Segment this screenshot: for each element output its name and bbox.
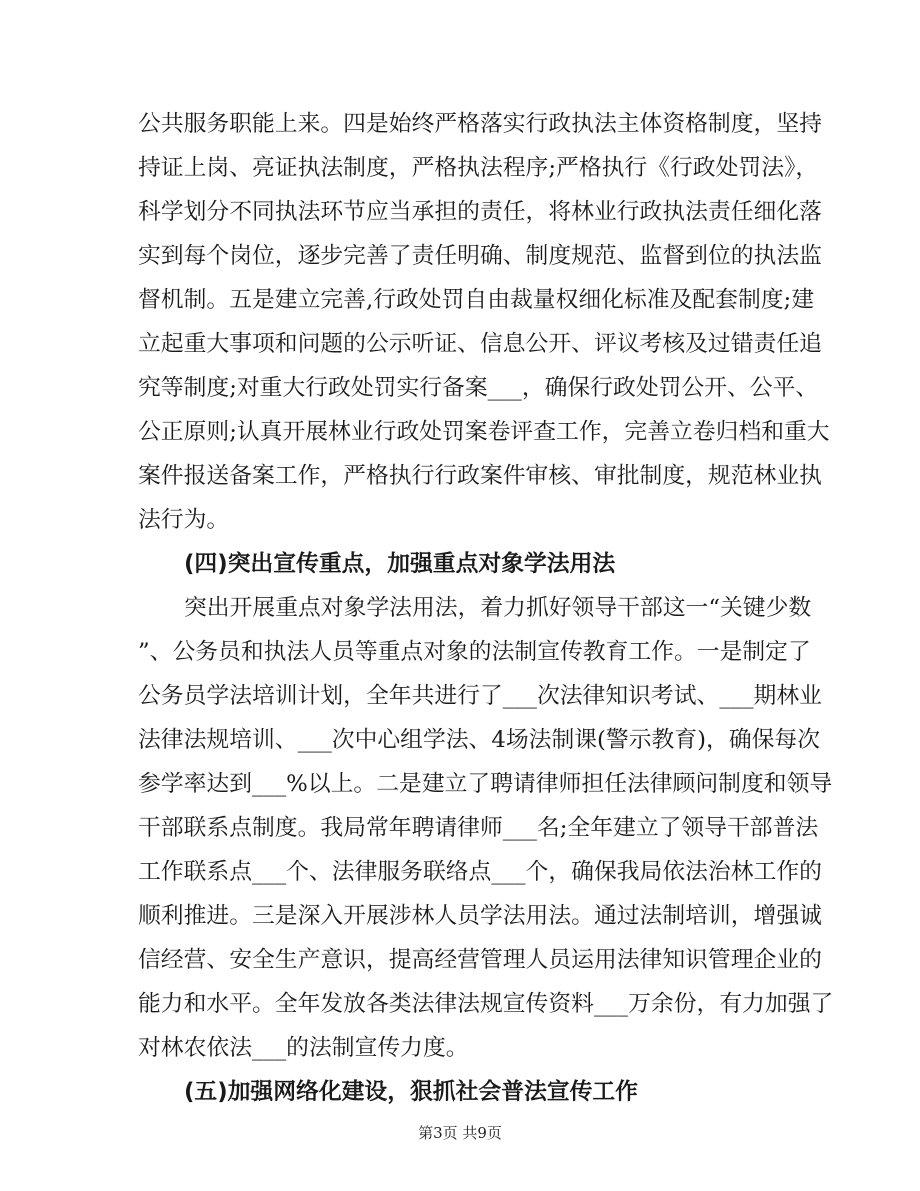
section-heading-5: (五)加强网络化建设，狠抓社会普法宣传工作 (184, 1079, 638, 1105)
page-footer (0, 1122, 920, 1143)
text-line: 公共服务职能上来。四是始终严格落实行政执法主体资格制度，坚持 (138, 111, 822, 137)
text-line: 突出开展重点对象学法用法，着力抓好领导干部这一“关键少数 (184, 595, 812, 621)
text-line: 干部联系点制度。我局常年聘请律师___名;全年建立了领导干部普法 (138, 815, 819, 841)
text-line: 究等制度;对重大行政处罚实行备案___，确保行政处罚公开、公平、 (138, 375, 819, 401)
text-line: 法行为。 (138, 507, 230, 533)
text-line: 工作联系点___个、法律服务联络点___个，确保我局依法治林工作的 (138, 859, 822, 885)
text-line: 案件报送备案工作，严格执行行政案件审核、审批制度，规范林业执 (138, 463, 822, 489)
text-line: 科学划分不同执法环节应当承担的责任，将林业行政执法责任细化落 (138, 199, 822, 225)
text-line: 立起重大事项和问题的公示听证、信息公开、评议考核及过错责任追 (138, 331, 822, 357)
text-line: 对林农依法___的法制宣传力度。 (138, 1035, 469, 1061)
text-line: 顺利推进。三是深入开展涉林人员学法用法。通过法制培训，增强诚 (138, 903, 822, 929)
text-line: 法律法规培训、___次中心组学法、4场法制课(警示教育)，确保每次 (138, 727, 821, 753)
text-line: 公正原则;认真开展林业行政处罚案卷评查工作，完善立卷归档和重大 (138, 419, 830, 445)
page-number-label: 第3页 共9页 (418, 1124, 502, 1142)
text-line: 能力和水平。全年发放各类法律法规宣传资料___万余份，有力加强了 (138, 991, 834, 1017)
text-line: 持证上岗、亮证执法制度，严格执法程序;严格执行《行政处罚法》， (138, 155, 819, 181)
text-line: ”、公务员和执法人员等重点对象的法制宣传教育工作。一是制定了 (138, 639, 811, 665)
text-line: 公务员学法培训计划，全年共进行了___次法律知识考试、___期林业 (138, 683, 822, 709)
section-heading-4: (四)突出宣传重点，加强重点对象学法用法 (184, 551, 616, 577)
text-line: 督机制。五是建立完善,行政处罚自由裁量权细化标准及配套制度;建 (138, 287, 815, 313)
text-line: 参学率达到___%以上。二是建立了聘请律师担任法律顾问制度和领导 (138, 771, 833, 797)
text-line: 实到每个岗位，逐步完善了责任明确、制度规范、监督到位的执法监 (138, 243, 822, 269)
text-line: 信经营、安全生产意识，提高经营管理人员运用法律知识管理企业的 (138, 947, 822, 973)
